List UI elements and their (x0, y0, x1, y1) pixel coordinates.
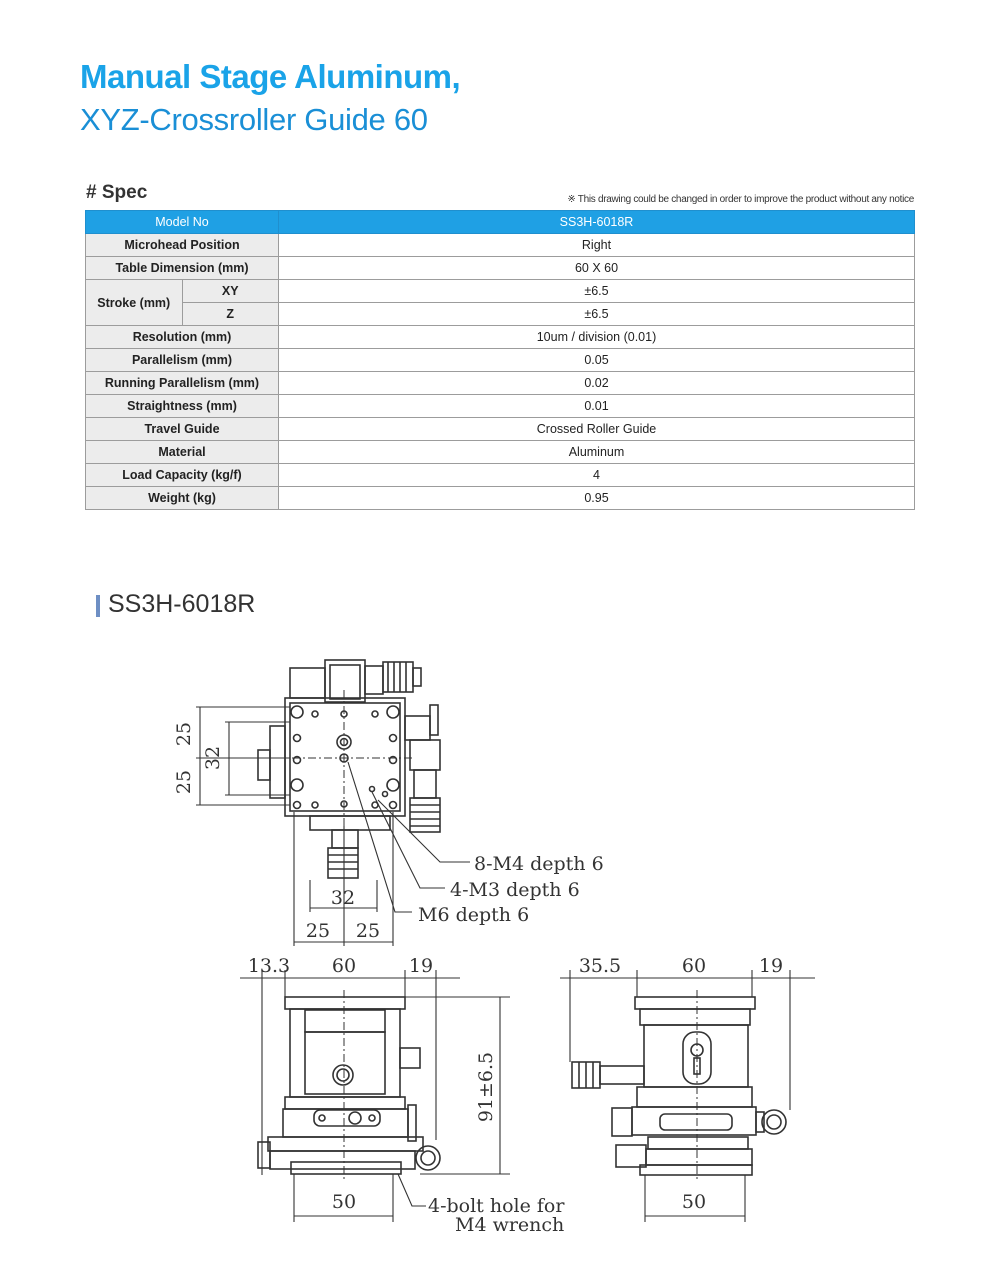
top-left-dim-1: 25 (173, 721, 195, 747)
side-top-dim-2: 60 (681, 955, 707, 977)
row-label: Weight (kg) (86, 487, 279, 510)
row-sublabel: Z (182, 303, 279, 326)
row-value: 0.02 (279, 372, 915, 395)
row-value: 60 X 60 (279, 257, 915, 280)
row-value: 10um / division (0.01) (279, 326, 915, 349)
top-view-drawing (258, 660, 440, 878)
row-value: Crossed Roller Guide (279, 418, 915, 441)
row-value: 0.05 (279, 349, 915, 372)
row-label: Straightness (mm) (86, 395, 279, 418)
callout-bolt-line1: 4-bolt hole for (428, 1195, 565, 1217)
row-value: ±6.5 (279, 280, 915, 303)
row-label: Parallelism (mm) (86, 349, 279, 372)
spec-heading: # Spec (86, 182, 148, 203)
front-top-dim-2: 60 (331, 955, 357, 977)
callout-m4: 8-M4 depth 6 (474, 853, 604, 875)
row-value: 0.01 (279, 395, 915, 418)
row-label: Table Dimension (mm) (86, 257, 279, 280)
front-view-drawing (258, 990, 440, 1180)
row-sublabel: XY (182, 280, 279, 303)
front-top-dim-1: 13.3 (247, 955, 291, 977)
model-value: SS3H-6018R (279, 211, 915, 234)
row-value: ±6.5 (279, 303, 915, 326)
page-subtitle: XYZ-Crossroller Guide 60 (80, 102, 428, 137)
front-top-dim-3: 19 (408, 955, 434, 977)
side-bottom-dim: 50 (681, 1191, 707, 1213)
row-value: Right (279, 234, 915, 257)
top-bottom-dim-1: 32 (330, 887, 356, 909)
row-value: 4 (279, 464, 915, 487)
row-label: Resolution (mm) (86, 326, 279, 349)
row-label: Load Capacity (kg/f) (86, 464, 279, 487)
model-label: Model No (86, 211, 279, 234)
page-title: Manual Stage Aluminum, (80, 58, 461, 95)
callout-m3: 4-M3 depth 6 (450, 879, 580, 901)
model-heading: SS3H-6018R (96, 590, 255, 619)
top-bottom-dim-2: 25 (305, 920, 331, 942)
front-bottom-dim: 50 (331, 1191, 357, 1213)
side-top-dim-1: 35.5 (578, 955, 622, 977)
row-value: Aluminum (279, 441, 915, 464)
spec-notice: ※ This drawing could be changed in order to improve the product without any notice (567, 194, 914, 205)
row-label: Travel Guide (86, 418, 279, 441)
callout-m6: M6 depth 6 (418, 904, 530, 926)
row-label: Material (86, 441, 279, 464)
side-top-dim-3: 19 (758, 955, 784, 977)
row-label: Stroke (mm) (86, 280, 183, 326)
side-view-drawing (572, 990, 786, 1180)
row-label: Running Parallelism (mm) (86, 372, 279, 395)
row-label: Microhead Position (86, 234, 279, 257)
callout-bolt-line2: M4 wrench (455, 1214, 565, 1236)
top-left-dim-2: 32 (202, 745, 224, 771)
top-bottom-dim-3: 25 (355, 920, 381, 942)
row-value: 0.95 (279, 487, 915, 510)
top-left-dim-3: 25 (173, 769, 195, 795)
front-height-dim: 91±6.5 (475, 1051, 497, 1123)
